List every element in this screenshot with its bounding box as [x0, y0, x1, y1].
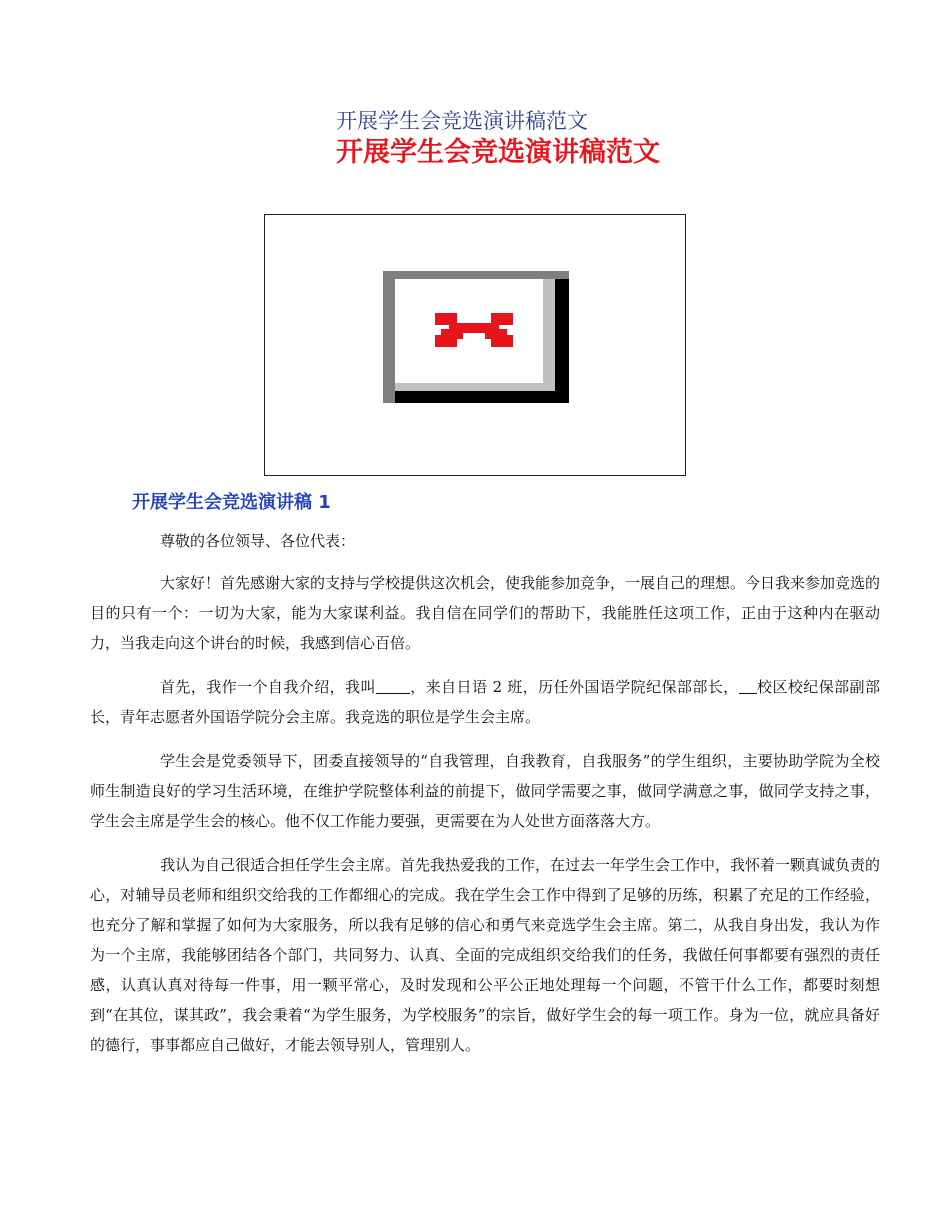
- intro-text-part1: 首先，我作一个自我介绍，我叫: [160, 678, 376, 696]
- name-blank-line: [376, 677, 410, 694]
- document-title-large: 开展学生会竞选演讲稿范文: [336, 137, 660, 168]
- intro-text-part2: ，来自日语 2 班，历任外国语学院纪保部部长，: [409, 678, 739, 696]
- campus-blank-line: [739, 677, 757, 694]
- document-title-small: 开展学生会竞选演讲稿范文: [336, 109, 588, 133]
- section-heading: 开展学生会竞选演讲稿 1: [132, 492, 331, 513]
- paragraph-qualifications: 我认为自己很适合担任学生会主席。首先我热爱我的工作，在过去一年学生会工作中，我怀着一颗真诚负责的心，对辅导员老师和组织交给我的工作都细心的完成。我在学生会工作中得到了足够的历练，积累了充足的工作经验，也充分了解和掌握了如何为大家服务，所以我有足够的信心和勇气来竞选学生会主席。第二，从我自身出发，我认为作为一个主席，我能够团结各个部门，共同努力、认真、全面的完成组织交给我们的任务，我做任何事都要有强烈的责任感，认真认真对待每一件事，用一颗平常心，及时发现和公平公正地处理每一个问题，不管干什么工作，都要时刻想到“在其位，谋其政”，我会秉着“为学生服务，为学校服务”的宗旨，做好学生会的每一项工作。身为一位，就应具备好的德行，事事都应自己做好，才能去领导别人，管理别人。: [90, 856, 881, 1054]
- broken-image-icon: [383, 271, 569, 403]
- intro-text-part3: 校区校纪保部副部长，青年志愿者外国语学院分会主席。我竞选的职位是学生会主席。: [90, 678, 880, 726]
- salutation: 尊敬的各位领导、各位代表：: [160, 532, 356, 550]
- paragraph-introduction: [90, 672, 880, 732]
- paragraph-greeting: 大家好！首先感谢大家的支持与学校提供这次机会，使我能参加竞争，一展自己的理想。今日我来参加竞选的目的只有一个：一切为大家，能为大家谋利益。我自信在同学们的帮助下，我能胜任这项工作，正由于这种内在驱动力，当我走向这个讲台的时候，我感到信心百倍。: [90, 574, 881, 652]
- image-placeholder-frame: [264, 214, 686, 476]
- paragraph-student-union: 学生会是党委领导下，团委直接领导的“自我管理，自我教育，自我服务”的学生组织，主要协助学院为全校师生制造良好的学习生活环境，在维护学院整体利益的前提下，做同学需要之事，做同学满意之事，做同学支持之事，学生会主席是学生会的核心。他不仅工作能力要强，更需要在为人处世方面落落大方。: [90, 752, 880, 830]
- document-body: [90, 526, 880, 1074]
